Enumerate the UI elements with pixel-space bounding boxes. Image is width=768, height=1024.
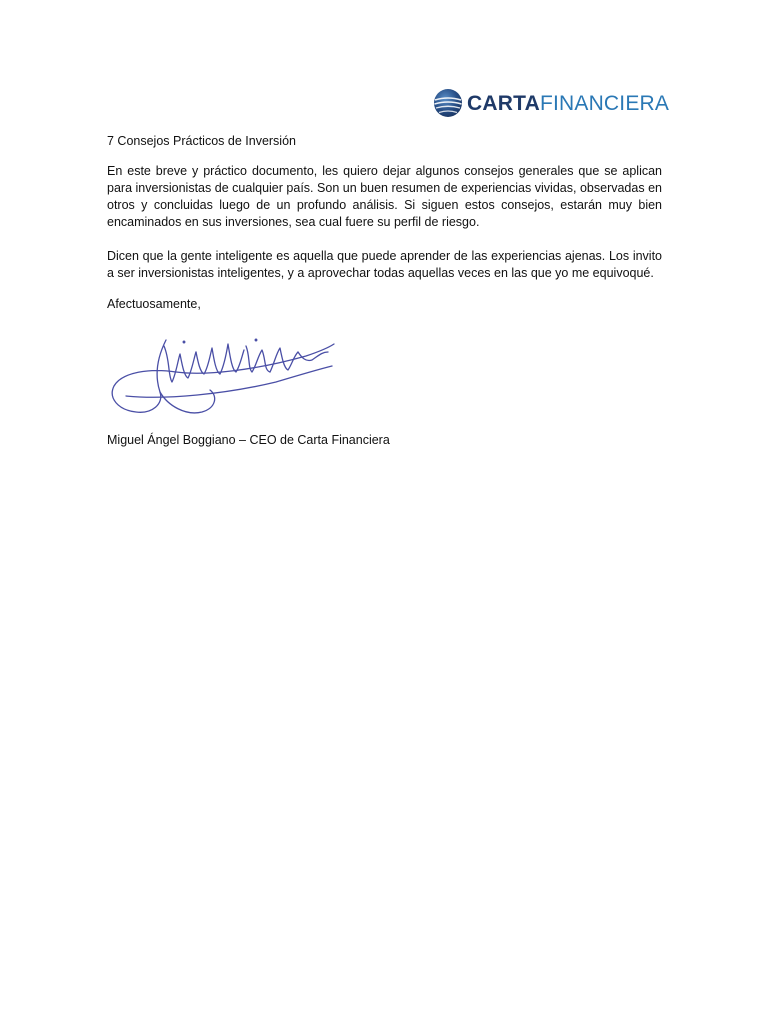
body-paragraph-2: Dicen que la gente inteligente es aquella que puede aprender de las experiencias ajenas. Los invito a ser inversionistas inteligentes, y a aprovechar todas aquellas veces en las que yo me equivoqué.: [107, 249, 662, 280]
globe-logo-icon: [433, 88, 463, 118]
signer-name: Miguel Ángel Boggiano – CEO de Carta Financiera: [107, 433, 390, 447]
logo-brand-strong: CARTA: [467, 91, 540, 115]
logo-wordmark: [467, 93, 669, 114]
handwritten-signature: [106, 326, 338, 422]
closing-salutation: Afectuosamente,: [107, 297, 201, 311]
body-paragraph-1: En este breve y práctico documento, les quiero dejar algunos consejos generales que se aplican para inversionistas de cualquier país. Son un buen resumen de experiencias vividas, observadas en otros y concluidas luego de un profundo análisis. Si siguen estos consejos, estarán muy bien encaminados en sus inversiones, sea cual fuere su perfil de riesgo.: [107, 164, 662, 229]
document-title: 7 Consejos Prácticos de Inversión: [107, 134, 296, 148]
company-logo: [433, 86, 669, 120]
logo-brand-light: FINANCIERA: [539, 91, 670, 115]
